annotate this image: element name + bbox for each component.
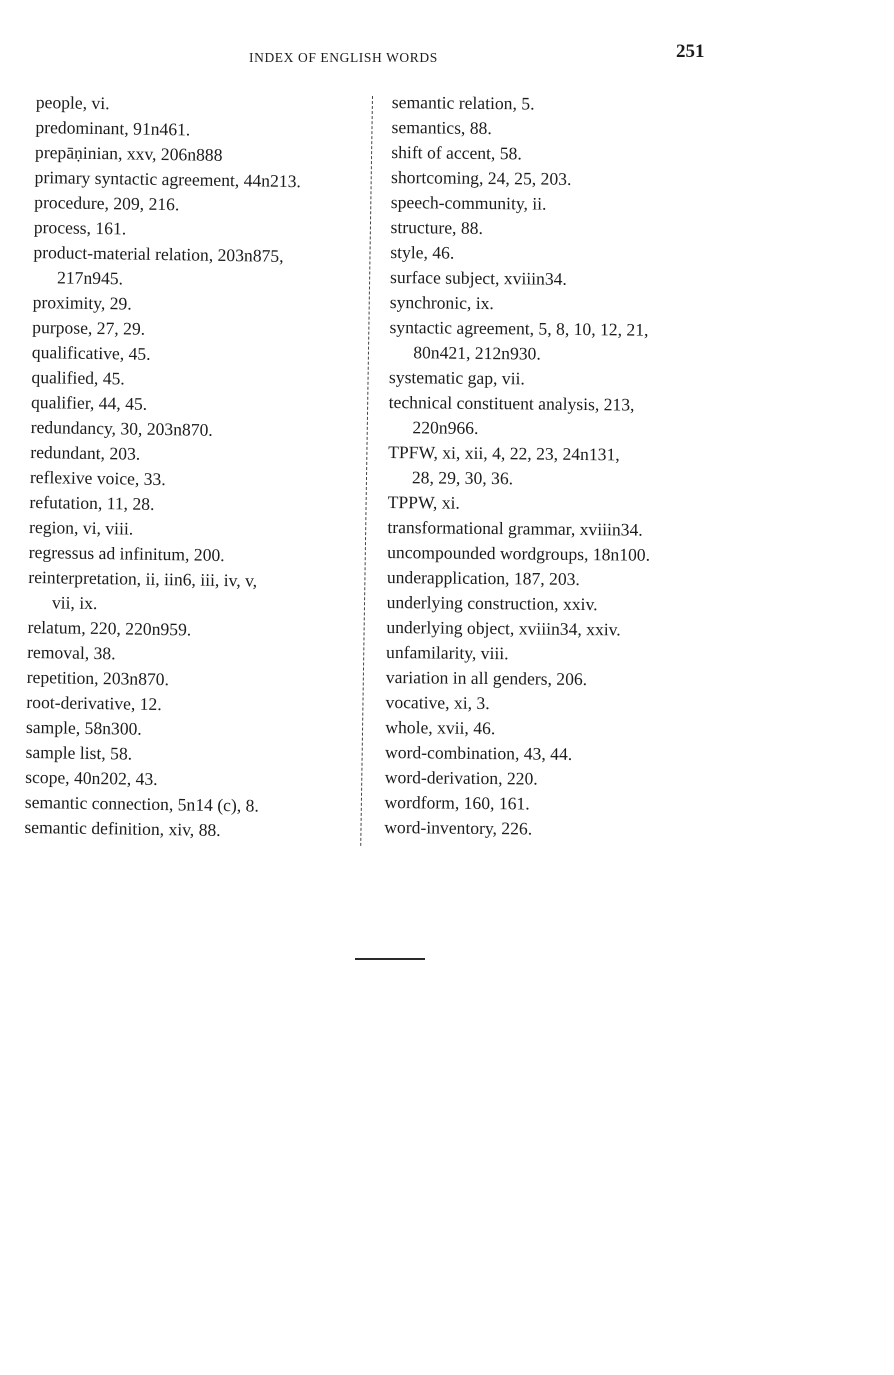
index-entry: [389, 365, 734, 394]
index-entry-text: process, 161.: [33, 216, 127, 239]
index-entry: [385, 690, 730, 719]
index-entry: [33, 240, 374, 295]
index-entry-text: shortcoming, 24, 25, 203.: [390, 166, 572, 189]
index-entry-text: underlying construction, xxiv.: [386, 591, 598, 615]
index-entry: [385, 740, 730, 769]
index-entry-continuation: 28, 29, 30, 36.: [411, 467, 514, 489]
index-entry: [387, 590, 732, 619]
index-entry-text: sample list, 58.: [25, 741, 133, 764]
index-entry: [390, 265, 735, 294]
index-entry-text: qualificative, 45.: [31, 341, 151, 364]
index-entry-text: speech-community, ii.: [390, 191, 547, 214]
index-entry-text: relatum, 220, 220n959.: [27, 616, 192, 640]
index-entry-text: surface subject, xviiin34.: [389, 266, 568, 289]
index-entry-text: semantic relation, 5.: [391, 91, 535, 114]
index-entry-text: procedure, 209, 216.: [34, 191, 180, 215]
index-entry: [384, 815, 729, 844]
end-rule: [355, 958, 425, 960]
index-entry: [390, 215, 735, 244]
index-entry-text: uncompounded wordgroups, 18n100.: [387, 541, 651, 565]
index-entry-text: removal, 38.: [27, 641, 116, 664]
index-entry-text: vocative, xi, 3.: [385, 691, 490, 714]
index-entry-text: TPPW, xi.: [387, 491, 460, 513]
index-entry-text: predominant, 91n461.: [35, 116, 191, 140]
index-entry-text: underapplication, 187, 203.: [386, 566, 580, 589]
index-entry: [386, 665, 731, 694]
index-entry-text: structure, 88.: [390, 216, 484, 238]
index-entry-text: unfamilarity, viii.: [386, 641, 509, 664]
index-entry-text: syntactic agreement, 5, 8, 10, 12, 21,: [389, 316, 649, 340]
index-entry-text: people, vi.: [35, 91, 110, 114]
index-entry-text: wordform, 160, 161.: [384, 791, 530, 814]
index-entry-text: semantics, 88.: [391, 116, 492, 139]
index-entry: [391, 140, 736, 169]
index-entry-continuation: 220n966.: [412, 417, 479, 438]
index-entry-text: systematic gap, vii.: [388, 366, 525, 389]
index-entry-text: sample, 58n300.: [25, 716, 142, 739]
index-entry: [24, 815, 364, 845]
index-entry-text: TPFW, xi, xii, 4, 22, 23, 24n131,: [388, 441, 620, 465]
index-entry-text: technical constituent analysis, 213,: [388, 391, 635, 415]
index-entry-text: shift of accent, 58.: [391, 141, 522, 164]
index-entry: [391, 190, 736, 219]
index-entry: [392, 90, 737, 119]
index-entry-text: style, 46.: [390, 241, 455, 263]
index-entry-text: word-combination, 43, 44.: [384, 741, 573, 764]
index-entry-text: primary syntactic agreement, 44n213.: [34, 166, 302, 192]
index-entry-text: region, vi, viii.: [28, 516, 134, 539]
index-entry: [390, 290, 735, 319]
index-entry-text: word-inventory, 226.: [384, 816, 533, 839]
index-entry: [387, 565, 732, 594]
index-entry-text: semantic connection, 5n14 (c), 8.: [24, 791, 259, 816]
index-entry-text: redundancy, 30, 203n870.: [30, 416, 213, 440]
index-entry: [28, 565, 369, 620]
index-entry-text: synchronic, ix.: [389, 291, 494, 314]
index-entry-text: reinterpretation, ii, iin6, iii, iv, v,: [28, 566, 258, 591]
index-entry-continuation: 80n421, 212n930.: [413, 342, 541, 364]
index-entry-text: regressus ad infinitum, 200.: [28, 541, 225, 566]
index-entry: [385, 765, 730, 794]
index-entry-continuation: vii, ix.: [51, 592, 98, 614]
index-entry-text: root-derivative, 12.: [26, 691, 162, 715]
index-entry-text: variation in all genders, 206.: [385, 666, 588, 690]
page-number: 251: [676, 41, 705, 62]
index-entry-text: repetition, 203n870.: [26, 666, 170, 690]
index-entry: [388, 390, 734, 444]
index-entry: [386, 640, 731, 669]
index-entry: [391, 165, 736, 194]
index-entry-text: refutation, 11, 28.: [29, 491, 155, 514]
index-entry-continuation: 217n945.: [56, 267, 124, 289]
index-entry: [386, 615, 731, 644]
index-entry-text: word-derivation, 220.: [384, 766, 538, 789]
index-column-right: [384, 90, 737, 844]
index-entry: [387, 540, 732, 569]
index-entry-text: transformational grammar, xviiin34.: [387, 516, 643, 540]
index-entry-text: qualifier, 44, 45.: [30, 391, 148, 414]
index-entry-text: semantic definition, xiv, 88.: [24, 816, 221, 840]
index-entry-text: prepāṇinian, xxv, 206n888: [34, 141, 223, 165]
index-column-left: [24, 90, 376, 845]
index-entry-text: purpose, 27, 29.: [32, 316, 146, 339]
index-entry-text: qualified, 45.: [31, 366, 125, 389]
running-header: INDEX OF ENGLISH WORDS: [249, 50, 438, 65]
index-entry: [388, 490, 733, 519]
index-entry-text: scope, 40n202, 43.: [25, 766, 158, 789]
index-entry-text: underlying object, xviiin34, xxiv.: [386, 616, 621, 640]
index-entry-text: redundant, 203.: [30, 441, 141, 464]
index-entry-text: product-material relation, 203n875,: [33, 241, 284, 266]
index-entry-text: reflexive voice, 33.: [29, 466, 166, 490]
index-entry: [384, 790, 729, 819]
index-entry-text: whole, xvii, 46.: [385, 716, 496, 739]
index-entry: [385, 715, 730, 744]
index-entry: [391, 115, 736, 144]
index-entry-text: proximity, 29.: [32, 291, 132, 314]
index-entry: [387, 515, 732, 544]
index-entry: [389, 315, 735, 369]
index-entry: [388, 440, 734, 494]
index-entry: [390, 240, 735, 269]
